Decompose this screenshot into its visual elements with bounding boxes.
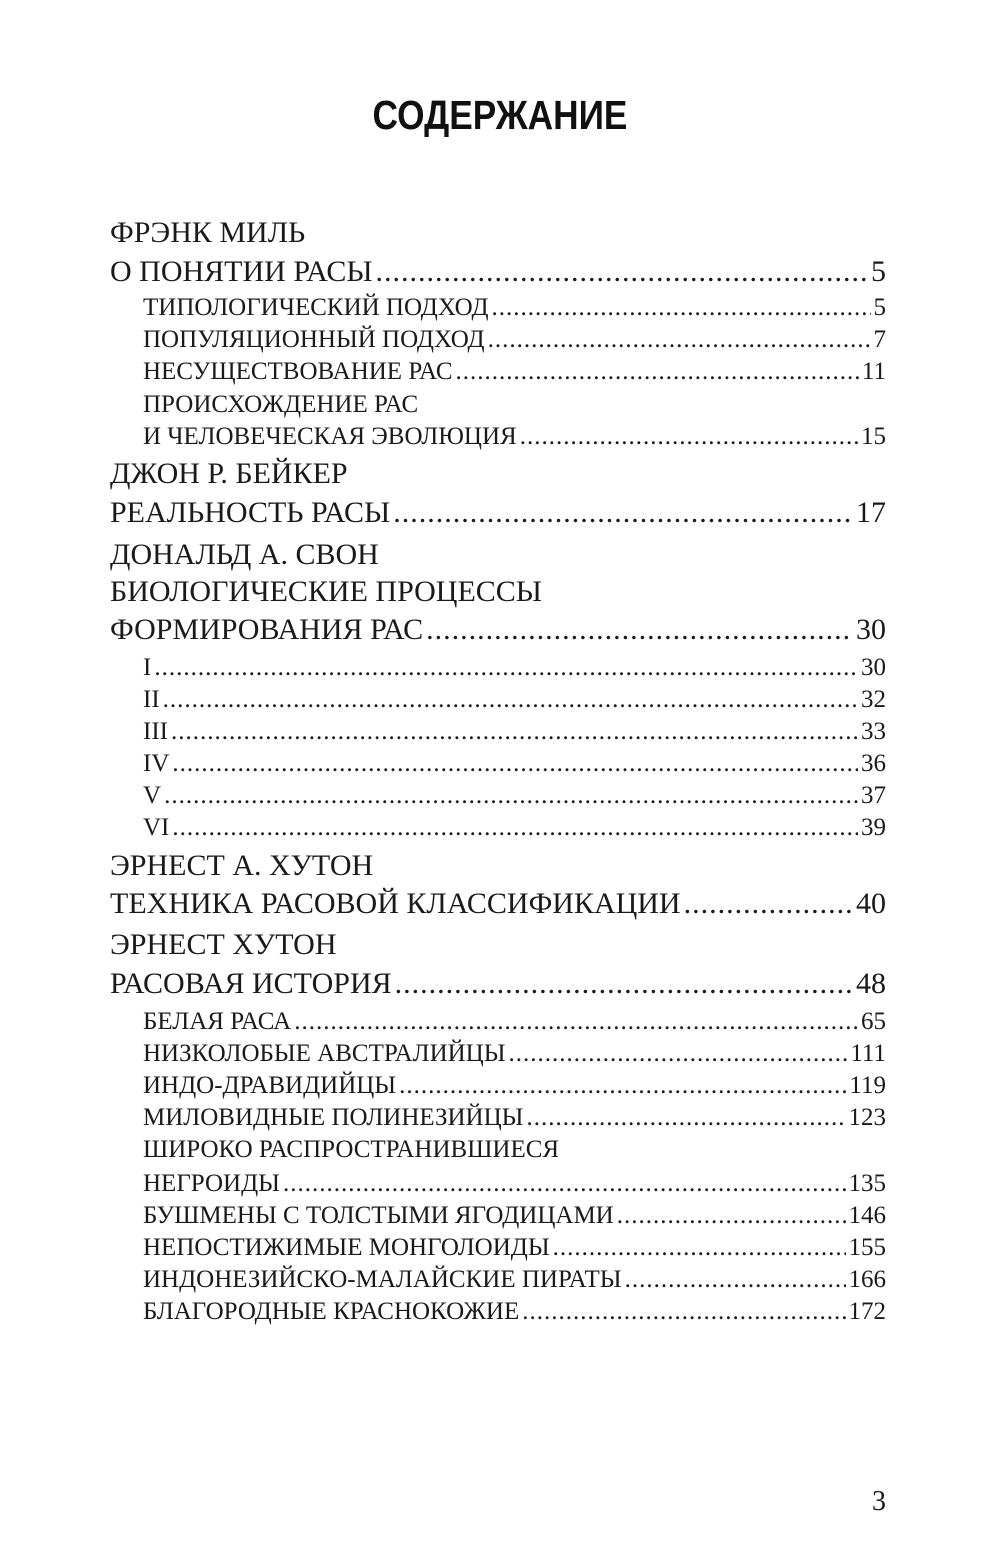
toc-entry-title: ЭРНЕСТ ХУТОН	[110, 928, 337, 961]
toc-entry-page: 15	[861, 423, 886, 450]
toc-entry-title: ИНДО-ДРАВИДИЙЦЫ	[143, 1072, 397, 1099]
toc-entry-title: РЕАЛЬНОСТЬ РАСЫ	[110, 496, 391, 529]
toc-entry-title: VI	[143, 814, 170, 841]
page-title: СОДЕРЖАНИЕ	[372, 92, 628, 138]
toc-entry-title: МИЛОВИДНЫЕ ПОЛИНЕЗИЙЦЫ	[143, 1104, 524, 1131]
toc-leader-dots	[395, 967, 853, 1001]
toc-entry-title: III	[143, 718, 168, 745]
toc-entry-page: 36	[861, 750, 886, 777]
toc-entry-title: РАСОВАЯ ИСТОРИЯ	[110, 967, 392, 1000]
toc-entry-title: V	[143, 782, 162, 809]
toc-leader-dots	[172, 814, 858, 842]
toc-entry-page: 17	[856, 496, 886, 529]
toc-entry	[110, 534, 886, 572]
toc-entry-page: 123	[848, 1104, 886, 1131]
toc-entry-page: 155	[848, 1234, 886, 1261]
toc-leader-dots	[684, 887, 853, 921]
toc-entry-page: 30	[861, 654, 886, 681]
toc-entry-title: ДЖОН Р. БЕЙКЕР	[110, 457, 348, 490]
toc-entry-title: ПОПУЛЯЦИОННЫЙ ПОДХОД	[143, 326, 485, 353]
toc-entry-page: 40	[856, 887, 886, 920]
toc-entry-page: 39	[861, 814, 886, 841]
toc-entry-page: 119	[849, 1072, 886, 1099]
toc-leader-dots	[522, 1298, 845, 1326]
toc-entry-title: ТЕХНИКА РАСОВОЙ КЛАССИФИКАЦИИ	[110, 887, 681, 920]
toc-entry-title: ШИРОКО РАСПРОСТРАНИВШИЕСЯ	[143, 1136, 560, 1163]
toc-leader-dots	[520, 423, 858, 451]
toc-entry-title: ИНДОНЕЗИЙСКО-МАЛАЙСКИЕ ПИРАТЫ	[143, 1266, 622, 1293]
toc-entry-title: ФОРМИРОВАНИЯ РАС	[110, 613, 424, 646]
toc-entry-page: 65	[861, 1008, 886, 1035]
toc-entry	[110, 453, 886, 491]
toc-entry-page: 7	[873, 326, 886, 353]
toc-entry	[110, 845, 886, 883]
toc-entry-page: 11	[861, 358, 886, 385]
toc-entry-page: 5	[871, 255, 886, 288]
toc-entry-title: БУШМЕНЫ С ТОЛСТЫМИ ЯГОДИЦАМИ	[143, 1202, 614, 1229]
toc-entry-title: ФРЭНК МИЛЬ	[110, 216, 306, 249]
toc-entry[interactable]	[143, 804, 886, 842]
page-number: 3	[872, 1486, 886, 1517]
toc-entry-title: ДОНАЛЬД А. СВОН	[110, 538, 379, 571]
toc-entry-title: ЭРНЕСТ А. ХУТОН	[110, 849, 374, 882]
toc-entry-title: БЛАГОРОДНЫЕ КРАСНОКОЖИЕ	[143, 1298, 520, 1325]
toc-entry-page: 33	[861, 718, 886, 745]
toc-entry[interactable]	[143, 1288, 886, 1326]
toc-entry-page: 111	[850, 1040, 886, 1067]
toc-entry-page: 5	[873, 294, 886, 321]
toc-entry-title: НЕПОСТИЖИМЫЕ МОНГОЛОИДЫ	[143, 1234, 550, 1261]
toc-entry-title: ТИПОЛОГИЧЕСКИЙ ПОДХОД	[143, 294, 489, 321]
toc-entry-title: II	[143, 686, 160, 713]
toc-entry-title: НИЗКОЛОБЫЕ АВСТРАЛИЙЦЫ	[143, 1040, 506, 1067]
toc-entry-page: 166	[848, 1266, 886, 1293]
toc-entry-page: 146	[848, 1202, 886, 1229]
toc-entry-title: О ПОНЯТИИ РАСЫ	[110, 255, 373, 288]
toc-entry-page: 30	[856, 613, 886, 646]
toc-entry-title: IV	[143, 750, 170, 777]
toc-entry-title: НЕГРОИДЫ	[143, 1170, 280, 1197]
toc-leader-dots	[393, 496, 853, 530]
toc-entry	[110, 571, 886, 609]
toc-entry	[110, 924, 886, 962]
toc-entry[interactable]	[110, 609, 886, 647]
toc-entry[interactable]	[143, 413, 886, 451]
toc-entry-title: БЕЛАЯ РАСА	[143, 1008, 292, 1035]
toc-entry-title: И ЧЕЛОВЕЧЕСКАЯ ЭВОЛЮЦИЯ	[143, 423, 517, 450]
toc-entry-page: 172	[848, 1298, 886, 1325]
toc-entry-page: 135	[848, 1170, 886, 1197]
toc-entry[interactable]	[110, 883, 886, 921]
toc-leader-dots	[426, 613, 853, 647]
toc-entry-page: 37	[861, 782, 886, 809]
toc-entry-page: 32	[861, 686, 886, 713]
toc-entry	[143, 1126, 886, 1164]
toc-entry-title: НЕСУЩЕСТВОВАНИЕ РАС	[143, 358, 453, 385]
toc-entry-title: I	[143, 654, 152, 681]
toc-entry[interactable]	[110, 492, 886, 530]
toc-entry-page: 48	[856, 967, 886, 1000]
toc-entry-title: ПРОИСХОЖДЕНИЕ РАС	[143, 391, 419, 418]
toc-entry[interactable]	[110, 963, 886, 1001]
toc-entry-title: БИОЛОГИЧЕСКИЕ ПРОЦЕССЫ	[110, 575, 542, 608]
toc-entry	[110, 212, 886, 250]
